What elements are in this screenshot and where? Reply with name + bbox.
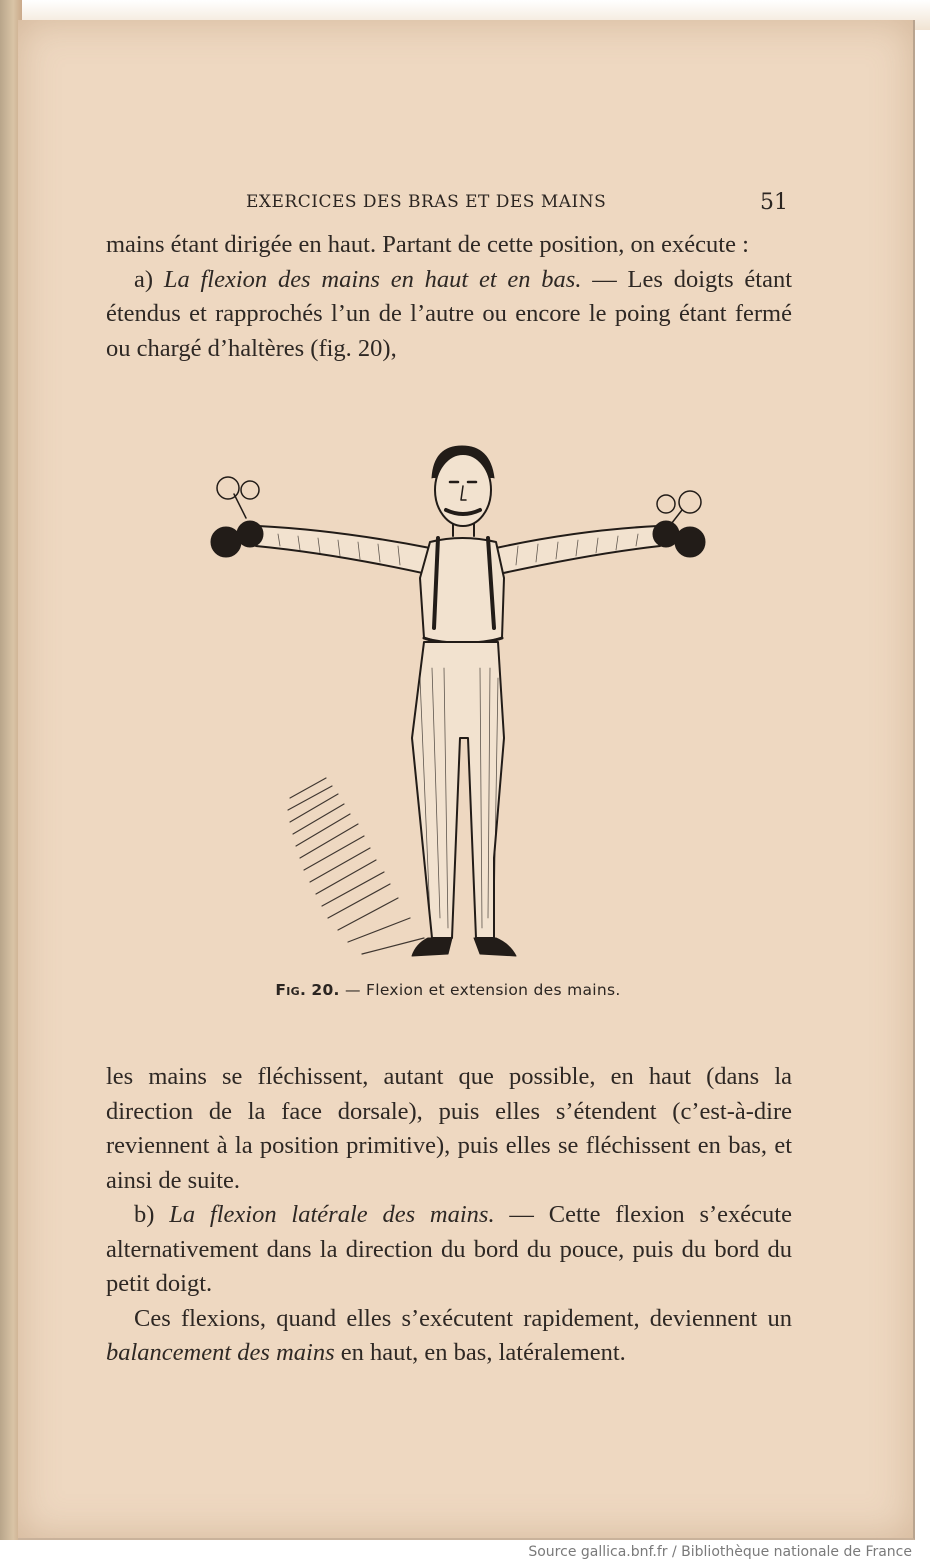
- paragraph-balancement: [106, 1302, 792, 1371]
- dumbbell-left: [211, 521, 263, 557]
- page-number: 51: [760, 190, 788, 215]
- item-body: — Cette flexion s’exécute alternativement dans la direction du bord du pouce, puis du bord du petit doigt.: [106, 1201, 792, 1297]
- paragraph-flexion-up-down: [106, 263, 792, 367]
- figure-caption: [18, 981, 878, 999]
- paragraph-lateral-flexion: [106, 1198, 792, 1302]
- caption-number: 20.: [311, 981, 340, 999]
- item-marker: a): [134, 265, 164, 293]
- paragraph-continuation: les mains se fléchissent, autant que possible, en haut (dans la direction de la face dorsale), puis elles s’étendent (c’est-à-dire reviennent à la position primitive), puis elles se fléchissent en bas, et ainsi de suite.: [106, 1063, 792, 1194]
- paragraph-intro: mains étant dirigée en haut. Partant de cette position, on exécute :: [106, 231, 749, 258]
- figure-illustration: [198, 438, 718, 968]
- body-text-bottom: [106, 1060, 792, 1371]
- caption-label: Fig.: [275, 981, 307, 999]
- item-body: — Les doigts étant étendus et rapprochés l’un de l’autre ou encore le poing étant fermé ou chargé d’haltères (fig. 20),: [106, 265, 792, 362]
- item-heading: La flexion des mains en haut et en bas.: [163, 265, 582, 293]
- ground-shadow: [288, 778, 424, 954]
- body-text-top: [106, 228, 792, 366]
- caption-text: — Flexion et extension des mains.: [339, 981, 621, 999]
- emphasis-text: balancement des mains: [106, 1339, 335, 1366]
- running-title: EXERCICES DES BRAS ET DES MAINS: [246, 192, 607, 212]
- dumbbell-right: [653, 521, 705, 557]
- paragraph-text-end: en haut, en bas, latéralement.: [334, 1339, 626, 1366]
- paragraph-text: Ces flexions, quand elles s’exécutent rapidement, deviennent un: [134, 1304, 792, 1332]
- item-heading: La flexion latérale des mains.: [169, 1201, 495, 1228]
- book-page: [18, 20, 915, 1540]
- source-attribution: Source gallica.bnf.fr / Bibliothèque nationale de France: [528, 1544, 912, 1560]
- item-marker: b): [134, 1201, 170, 1228]
